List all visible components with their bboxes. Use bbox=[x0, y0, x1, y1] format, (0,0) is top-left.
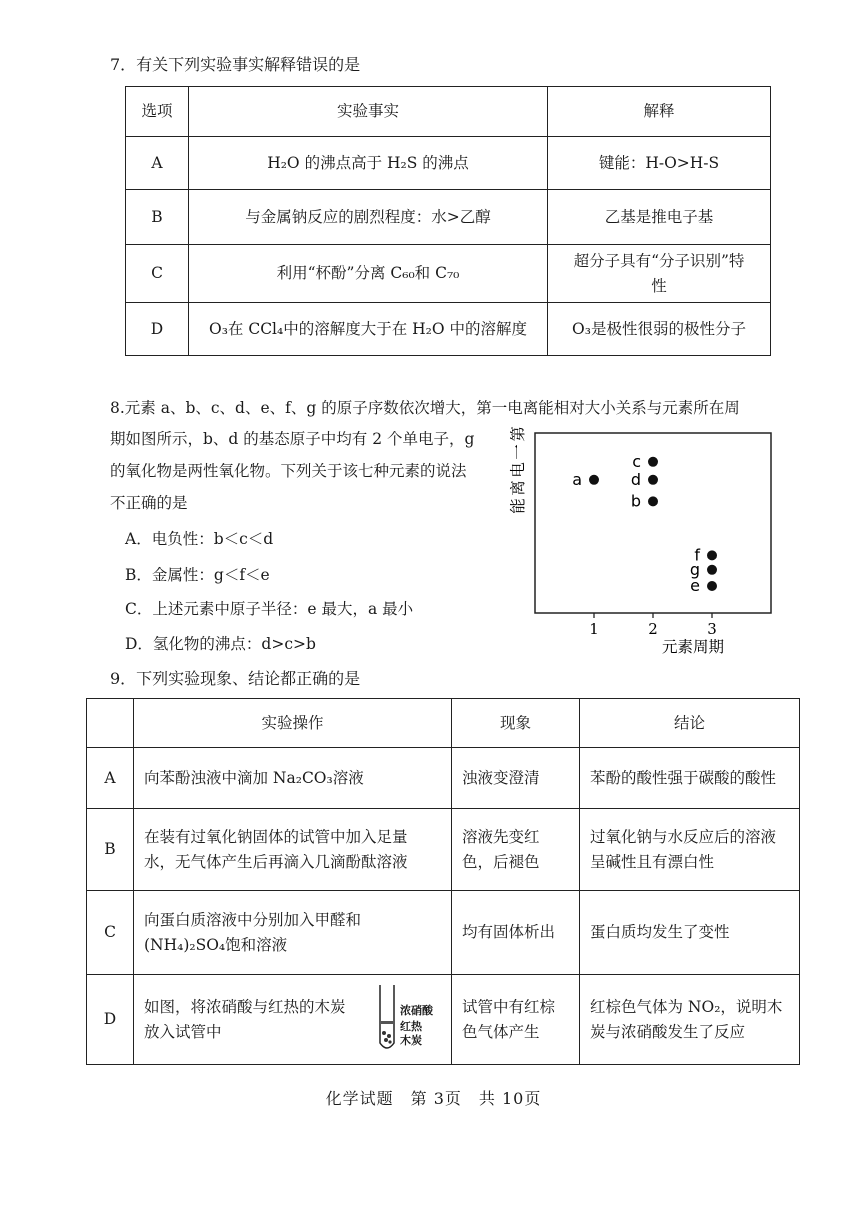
phen-line: 均有固体析出 bbox=[462, 923, 556, 942]
option-label: A bbox=[126, 137, 189, 190]
op-line: 向蛋白质溶液中分别加入甲醛和 bbox=[144, 911, 362, 930]
data-label-e: e bbox=[690, 576, 700, 595]
op-line: (NH₄)₂SO₄饱和溶液 bbox=[144, 935, 288, 954]
table-row bbox=[126, 190, 771, 245]
header-explain: 解释 bbox=[548, 87, 771, 137]
q8-option-d: D．氢化物的沸点：d>c>b bbox=[125, 635, 316, 653]
q8-option-c: C．上述元素中原子半径：e 最大，a 最小 bbox=[125, 600, 414, 618]
option-label: D bbox=[126, 303, 189, 356]
op-line: 向苯酚浊液中滴加 Na₂CO₃溶液 bbox=[144, 768, 364, 787]
q8-line-3: 的氧化物是两性氧化物。下列关于该七种元素的说法 bbox=[110, 462, 467, 480]
option-label: B bbox=[126, 190, 189, 245]
y-axis-label-char: 第 bbox=[509, 426, 527, 442]
explain-line-1: 超分子具有“分子识别”特 bbox=[573, 252, 745, 271]
tube-label-red-hot: 红热 bbox=[400, 1020, 422, 1033]
phenomenon-cell bbox=[452, 809, 580, 891]
data-point-e bbox=[707, 581, 717, 591]
q8-line-4: 不正确的是 bbox=[110, 494, 188, 512]
data-point-c bbox=[648, 457, 658, 467]
option-label: B bbox=[87, 809, 134, 891]
test-tube-icon bbox=[376, 983, 398, 1055]
data-label-a: a bbox=[572, 469, 582, 489]
op-line: 在装有过氧化钠固体的试管中加入足量 bbox=[144, 828, 408, 847]
y-axis-label-char: 一 bbox=[509, 444, 527, 460]
operation-cell bbox=[134, 809, 452, 891]
data-point-f bbox=[707, 550, 717, 560]
operation-cell bbox=[134, 975, 452, 1065]
concl-line: 苯酚的酸性强于碳酸的酸性 bbox=[590, 768, 777, 787]
option-label: D bbox=[87, 975, 134, 1065]
header-phenomenon: 现象 bbox=[452, 699, 580, 748]
fact-cell: O₃在 CCl₄中的溶解度大于在 H₂O 中的溶解度 bbox=[189, 303, 548, 356]
data-label-d: d bbox=[630, 469, 641, 489]
ionization-energy-chart bbox=[500, 425, 785, 665]
phen-line: 溶液先变红 bbox=[462, 828, 540, 847]
table-row bbox=[87, 809, 800, 891]
header-conclusion: 结论 bbox=[580, 699, 800, 748]
q8-option-b: B．金属性：g＜f＜e bbox=[125, 566, 270, 584]
y-axis-label-char: 电 bbox=[509, 462, 527, 478]
option-label: C bbox=[126, 245, 189, 303]
table-header-row bbox=[87, 699, 800, 748]
header-operation: 实验操作 bbox=[134, 699, 452, 748]
explain-cell: 乙基是推电子基 bbox=[548, 190, 771, 245]
y-axis-label-char: 离 bbox=[509, 480, 527, 496]
explain-line-2: 性 bbox=[651, 276, 667, 295]
y-axis-label-char: 能 bbox=[509, 498, 527, 514]
y-axis-label bbox=[509, 426, 527, 514]
q7-title: 7．有关下列实验事实解释错误的是 bbox=[110, 55, 361, 74]
concl-line: 炭与浓硝酸发生了反应 bbox=[590, 1022, 746, 1041]
conclusion-cell bbox=[580, 748, 800, 809]
concl-line: 过氧化钠与水反应后的溶液 bbox=[590, 828, 777, 847]
data-label-b: b bbox=[630, 491, 641, 511]
header-option bbox=[87, 699, 134, 748]
table-row bbox=[126, 137, 771, 190]
phen-line: 试管中有红棕 bbox=[462, 998, 556, 1017]
q8-line-1: 8.元素 a、b、c、d、e、f、g 的原子序数依次增大，第一电离能相对大小关系与元素所在周 bbox=[110, 399, 740, 417]
x-axis-label: 元素周期 bbox=[662, 638, 725, 656]
data-point-g bbox=[707, 565, 717, 575]
op-line: 水，无气体产生后再滴入几滴酚酞溶液 bbox=[144, 852, 408, 871]
data-point-b bbox=[648, 496, 658, 506]
data-label-f: f bbox=[694, 545, 700, 565]
x-tick-label: 1 bbox=[589, 620, 599, 638]
operation-cell bbox=[134, 748, 452, 809]
q8-option-a: A．电负性：b＜c＜d bbox=[125, 530, 274, 548]
q9-title: 9．下列实验现象、结论都正确的是 bbox=[110, 669, 361, 688]
explain-cell bbox=[548, 245, 771, 303]
explain-cell: O₃是极性很弱的极性分子 bbox=[548, 303, 771, 356]
phen-line: 浊液变澄清 bbox=[462, 768, 540, 787]
operation-cell bbox=[134, 891, 452, 975]
phenomenon-cell bbox=[452, 891, 580, 975]
table-row bbox=[87, 975, 800, 1065]
conclusion-cell bbox=[580, 891, 800, 975]
op-line: 如图，将浓硝酸与红热的木炭 bbox=[144, 998, 346, 1017]
x-tick-label: 3 bbox=[707, 620, 717, 638]
fact-cell: H₂O 的沸点高于 H₂S 的沸点 bbox=[189, 137, 548, 190]
phen-line: 色气体产生 bbox=[462, 1022, 540, 1041]
data-point-a bbox=[589, 475, 599, 485]
tube-label-charcoal: 木炭 bbox=[400, 1034, 422, 1047]
phenomenon-cell bbox=[452, 975, 580, 1065]
q9-table bbox=[86, 698, 800, 1065]
concl-line: 呈碱性且有漂白性 bbox=[590, 852, 715, 871]
data-label-g: g bbox=[689, 559, 700, 579]
fact-cell: 利用“杯酚”分离 C₆₀和 C₇₀ bbox=[189, 245, 548, 303]
phen-line: 色，后褪色 bbox=[462, 852, 540, 871]
q8-line-2: 期如图所示，b、d 的基态原子中均有 2 个单电子，g bbox=[110, 430, 475, 448]
tube-label-acid: 浓硝酸 bbox=[400, 1004, 433, 1017]
page-footer: 化学试题 第 3页 共 10页 bbox=[325, 1089, 542, 1108]
conclusion-cell bbox=[580, 975, 800, 1065]
table-row bbox=[126, 303, 771, 356]
fact-cell: 与金属钠反应的剧烈程度：水>乙醇 bbox=[189, 190, 548, 245]
table-row bbox=[87, 748, 800, 809]
header-fact: 实验事实 bbox=[189, 87, 548, 137]
phenomenon-cell bbox=[452, 748, 580, 809]
x-tick-label: 2 bbox=[648, 620, 658, 638]
table-row bbox=[87, 891, 800, 975]
conclusion-cell bbox=[580, 809, 800, 891]
q7-table bbox=[125, 86, 771, 356]
header-option: 选项 bbox=[126, 87, 189, 137]
table-row bbox=[126, 245, 771, 303]
option-label: A bbox=[87, 748, 134, 809]
data-label-c: c bbox=[632, 451, 641, 471]
test-tube-figure bbox=[376, 983, 446, 1055]
concl-line: 红棕色气体为 NO₂，说明木 bbox=[590, 998, 783, 1017]
op-line: 放入试管中 bbox=[144, 1022, 222, 1041]
option-label: C bbox=[87, 891, 134, 975]
data-point-d bbox=[648, 475, 658, 485]
table-header-row bbox=[126, 87, 771, 137]
explain-cell: 键能：H-O>H-S bbox=[548, 137, 771, 190]
concl-line: 蛋白质均发生了变性 bbox=[590, 923, 730, 942]
